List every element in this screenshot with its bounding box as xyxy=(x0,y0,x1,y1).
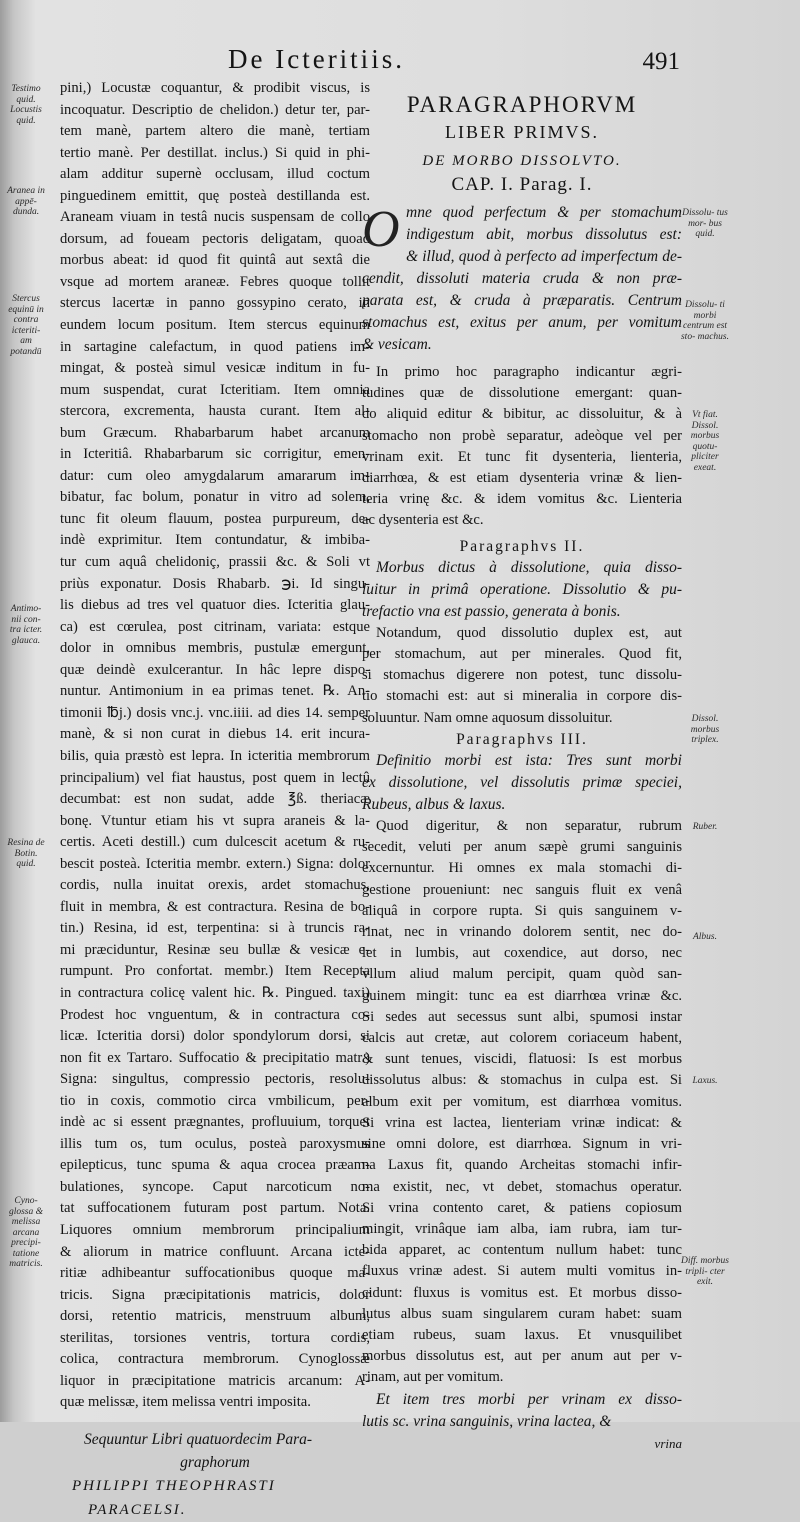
left-text-line: mum suspendat, curat Icteritiam. Item omnia xyxy=(60,381,370,398)
para2-line: si stomachus digerere non potest, tunc dissolu- xyxy=(362,667,682,684)
left-text-line: priùs exponatur. Dosis Rhabarb. ℈i. Id singu- xyxy=(60,575,370,592)
intro-line: parata est, & cruda à præparatis. Centrum xyxy=(362,292,682,309)
intro-line: indigestum abit, morbus dissolutus est: xyxy=(406,226,682,243)
left-text-line: lis diebus ad tres vel quatuor dies. Icteritia glau- xyxy=(60,597,370,614)
left-column xyxy=(60,78,370,1522)
left-text-line: bescit posteà. Icteritia membr. extern.) Signa: dolor xyxy=(60,855,370,872)
para3-line: Si vrina est lactea, lienteriam vrinæ indicat: & xyxy=(362,1114,682,1131)
para1-line: In primo hoc paragrapho indicantur ægri- xyxy=(376,364,682,380)
running-title: De Icteritiis. xyxy=(228,44,405,74)
para2-def-line: Morbus dictus à dissolutione, quia disso- xyxy=(376,558,682,576)
final-paragraph xyxy=(362,1389,682,1433)
para2-line: soluuntur. Nam omne aquosum dissoluitur. xyxy=(362,709,613,726)
left-text-line: tricis. Signa præcipitationis matricis, dolor xyxy=(60,1286,370,1303)
left-text-line: stercora, excrementa, hausta curant. Item al- xyxy=(60,403,370,420)
para3-line: excernuntur. Hi omnes ex mala stomachi di- xyxy=(362,860,682,877)
para3-line: na Laxus fit, quando Archeitas stomachi infir- xyxy=(362,1157,682,1174)
paragraph-2-body xyxy=(362,623,682,729)
para3-line: mingit, vrinâque iam alba, iam rubra, iam tur- xyxy=(362,1220,682,1237)
intro-line: & vesicam. xyxy=(362,336,432,353)
margin-note-left: Resina de Botin. quid. xyxy=(7,838,45,869)
left-text-line: liquor in præcipitatione matricis arcanum: A- xyxy=(60,1372,370,1389)
margin-note-right: Albus. xyxy=(692,932,717,942)
cap-title: CAP. I. Parag. I. xyxy=(451,174,593,195)
left-text-line: timonii ℔j.) dosis vnc.j. vnc.iiii. ad dies 14. semper xyxy=(60,704,370,721)
left-column-body xyxy=(60,78,370,1414)
left-text-line: manè, & si non curat in diebus 14. erit incura- xyxy=(60,726,370,743)
left-text-line: Araneam viuam in testâ nucis suspensam de collo xyxy=(60,209,370,226)
closing-line: graphorum xyxy=(180,1453,250,1471)
left-text-line: Prodest hoc vnguentum, & in contractura co- xyxy=(60,1006,370,1023)
para3-def-line: Definitio morbi est ista: Tres sunt morbi xyxy=(376,752,682,770)
paragraph-3-definition xyxy=(362,750,682,816)
book-subtitle: LIBER PRIMVS. xyxy=(444,122,600,142)
final-line: Et item tres morbi per vrinam ex disso- xyxy=(376,1390,682,1408)
left-text-line: bum Græcum. Rhabarbarum habet arcanum xyxy=(60,424,370,441)
para1-line: tudines quæ de dissolutione emergant: quan- xyxy=(362,385,682,402)
left-text-line: in contractura colicę valent hic. ℞. Pingued. taxi) xyxy=(60,984,370,1001)
left-text-line: mi præciduntur, Resinæ seu bullæ & vesicæ e- xyxy=(60,941,370,958)
margin-note-right: Laxus. xyxy=(692,1076,718,1086)
para1-line: teria vrinę &c. & idem vomitus &c. Lienteria xyxy=(362,491,682,508)
left-text-line: illis tum os, tum oculus, posteà paroxysmus xyxy=(60,1135,370,1152)
left-text-line: pinguedinem emittit, quę posteà destillanda est. xyxy=(60,187,370,204)
left-text-line: incoquatur. Descriptio de chelidon.) detur ter, par- xyxy=(60,101,370,118)
author-line: PARACELSI. xyxy=(88,1501,187,1518)
drop-cap-o: O xyxy=(362,201,400,258)
left-text-line: fluit in membra, & est contractura. Resina de bo- xyxy=(60,898,370,915)
left-text-line: alam additur supernè occlusam, illud coctum xyxy=(60,166,370,183)
para1-line: stomacho non probè separatur, adeòque vel per xyxy=(362,427,682,444)
para1-line: diarrhœa, & est etiam dysenteria vrinæ & lien- xyxy=(362,470,682,487)
left-text-line: non fit ex Tartaro. Suffocatio & precipitatio matr.) xyxy=(60,1049,370,1066)
left-text-line: rumpunt. Pro confortat. membr.) Item Recepta xyxy=(60,963,370,980)
author-line: PHILIPPI THEOPHRASTI xyxy=(72,1477,276,1494)
paragraph-3-body xyxy=(362,816,682,1388)
para3-line: sine omni dolore, est diarrhœa. Signum in vri- xyxy=(362,1136,682,1153)
page-number: 491 xyxy=(642,48,680,75)
intro-paragraph xyxy=(362,202,682,356)
para3-line: gestione proueniunt: nec sanguis fluit ex venâ xyxy=(362,881,682,898)
para3-line: rinat, nec in vrinando dolorem sentit, nec do- xyxy=(362,924,682,941)
left-text-line: eundem locum positum. Item stercus equinum xyxy=(60,317,370,334)
left-text-line: mingat, & posteà simul vesicæ inditum in fu- xyxy=(60,360,370,377)
paragraph-2-heading: Paragraphvs II. xyxy=(459,537,585,555)
margin-note-right: Diff. morbus tripli- cter exit. xyxy=(680,1256,730,1287)
left-text-line: pini,) Locustæ coquantur, & prodibit viscus, is xyxy=(60,80,370,96)
catchword: vrina xyxy=(654,1435,682,1451)
left-text-line: morbus abeat: id quod fit quintâ aut sextâ die xyxy=(60,252,370,269)
left-text-line: tio in coxis, commotio circa vmbilicum, per- xyxy=(60,1092,370,1109)
left-text-line: ca) est cœrulea, post citrinam, variata: estque xyxy=(60,618,370,635)
margin-note-right: Dissolu- tus mor- bus quid. xyxy=(682,208,728,239)
para3-line: fluxus vrinæ adest. Si autem multi vomitus in- xyxy=(362,1263,682,1280)
closing-line: Sequuntur Libri quatuordecim Para- xyxy=(84,1430,313,1448)
left-text-line: bulationes, syncope. Caput narcoticum no- xyxy=(60,1178,370,1195)
margin-note-left: Antimo- nii con- tra icter. glauca. xyxy=(9,604,43,646)
left-text-line: bibatur, fac bolum, ponatur in vitro ad solem, xyxy=(60,489,370,506)
left-text-line: epilepticus, tunc spuma & aqua crocea præam- xyxy=(60,1157,370,1174)
left-text-line: vsque ad mortem araneæ. Febres quoque tollit xyxy=(60,273,370,290)
para3-line: secedit, veluti per anum sæpè grumi sanguinis xyxy=(362,839,682,856)
para3-line: dissolutus albus: & stomachus in culpa est. Si xyxy=(362,1072,682,1089)
para3-line: rinam, aut per vomitum. xyxy=(362,1369,504,1386)
paragraph-1 xyxy=(362,362,682,532)
margin-note-right: Dissolu- ti morbi centrum est sto- machus. xyxy=(680,300,730,342)
para3-line: aliquâ in corpore rupta. Si quis sanguinem v- xyxy=(362,902,682,919)
intro-line: cendit, dissoluti materia cruda & non præ- xyxy=(362,270,682,287)
left-text-line: dorsi, retentio matricis, menstruum album, xyxy=(60,1308,370,1325)
left-text-line: nuntur. Antimonium in ea primas tenet. ℞. An- xyxy=(60,683,370,700)
margin-note-left: Testimo quid. Locustis quid. xyxy=(10,84,42,126)
para3-line: & sunt tenues, viscidi, flatuosi: Is est morbus xyxy=(362,1051,682,1068)
para1-line: vrinam exit. Et tunc fit dysenteria, lienteria, xyxy=(362,448,682,465)
left-text-line: dorsum, ad foueam pectoris deligatam, quoad xyxy=(60,230,370,247)
margin-note-left: Stercus equinū in contra icteriti- am potandū xyxy=(8,294,44,357)
left-text-line: licæ. Icteritia dorsi) dolor spondylorum dorsi, si xyxy=(60,1028,370,1045)
para2-line: Notandum, quod dissolutio duplex est, aut xyxy=(376,624,682,641)
intro-first-line: mne quod perfectum & per stomachum xyxy=(406,204,682,221)
left-text-line: ritiæ adhibeantur suffocationibus quoque ma- xyxy=(60,1265,370,1282)
para2-line: per stomachum, aut per minerales. Quod fit, xyxy=(362,646,682,663)
para3-line: album exit per vomitum, est diarrhœa vomitus. xyxy=(362,1093,682,1110)
left-text-line: in sartagine calefactum, in quod patiens im- xyxy=(60,338,370,355)
page-header xyxy=(0,44,800,80)
chapter-title: DE MORBO DISSOLVTO. xyxy=(422,153,622,169)
para3-line: calcis aut cretæ, aut colorem coriaceum habent, xyxy=(362,1030,682,1047)
left-text-line: indè ac si essent prægnantes, profluuium, torquet xyxy=(60,1114,370,1131)
para3-line: Si vrina contento caret, & patiens copiosum xyxy=(362,1199,682,1216)
intro-line: stomachus est, exitus per anum, per vomitum xyxy=(362,314,682,331)
para3-def-line: Rubeus, albus & laxus. xyxy=(362,796,506,814)
margin-note-left: Aranea in appē- dunda. xyxy=(7,186,45,217)
left-text-line: quæ deindè exulcerantur. In hâc lepre dispo- xyxy=(60,661,370,678)
paragraph-3-heading: Paragraphvs III. xyxy=(456,730,588,748)
closing-text xyxy=(60,1428,370,1474)
left-text-line: quæ melissæ, item melissa ventri imposita. xyxy=(60,1394,311,1411)
left-text-line: bilis, quia præstò est lepra. In icteritia membrorum xyxy=(60,747,370,764)
left-text-line: Signa: singultus, compressio pectoris, resolu- xyxy=(60,1071,370,1088)
left-text-line: tertio manè. Per destillat. inclus.) Si quid in phi- xyxy=(60,144,370,161)
left-text-line: cordis, nulla inuitat orexis, ardet stomachus, xyxy=(60,877,370,894)
para3-line: vllum aliud malum percipit, quam quòd san- xyxy=(362,966,682,983)
margin-note-right: Vt fiat. Dissol. morbus quotu- pliciter exeat. xyxy=(690,410,720,473)
left-text-line: dolor in omnibus membris, pustulæ emergunt, xyxy=(60,640,370,657)
para3-line: Si sedes aut secessus sunt albi, spumosi instar xyxy=(362,1008,682,1025)
para1-line: ac dysenteria est &c. xyxy=(362,512,484,529)
para3-line: Quod digeritur, & non separatur, rubrum xyxy=(376,818,682,835)
left-text-line: indè exprimitur. Item contundatur, & imbiba- xyxy=(60,532,370,549)
left-text-line: tem manè, partem altero die manè, tertiam xyxy=(60,123,370,140)
left-text-line: tat suffocationem futuram post partum. Nota. xyxy=(60,1200,370,1217)
left-text-line: colica, contractura membrorum. Cynoglossæ xyxy=(60,1351,370,1368)
left-text-line: bonę. Vtuntur etiam his vt supra araneis & la- xyxy=(60,812,370,829)
intro-line: & illud, quod à perfecto ad imperfectum de- xyxy=(406,248,682,265)
left-text-line: sterilitas, torsiones ventris, tortura cordis, xyxy=(60,1329,370,1346)
left-text-line: in Icteritiâ. Rhabarbarum sic corrigitur, emen- xyxy=(60,446,370,463)
left-text-line: tur cum aquâ chelidoniç, prassii &c. & Soli vt xyxy=(60,554,370,571)
left-text-line: tin.) Resina, id est, terpentina: si à truncis ra- xyxy=(60,920,370,937)
final-line: lutis sc. vrina sanguinis, vrina lactea, & xyxy=(362,1412,612,1430)
book-title: PARAGRAPHORVM xyxy=(406,92,638,117)
para3-line: guinem mingit: tunc ea est diarrhœa vrinæ &c. xyxy=(362,987,682,1004)
para3-line: let in lumbis, aut coxendice, aut dorso, nec xyxy=(362,945,682,962)
left-text-line: datur: cum oleo amygdalarum amararum im- xyxy=(60,467,370,484)
left-text-line: principalium) vel fiat haustus, post quem in lectû xyxy=(60,769,370,786)
para3-line: etiam rubeus, suam laxus. Et vnusquilibet xyxy=(362,1326,682,1343)
para3-line: ma existit, nec, vt debet, stomachus operatur. xyxy=(362,1178,682,1195)
margin-note-left: Cyno- glossa & melissa arcana precipi- tatione matricis. xyxy=(8,1196,44,1269)
left-text-line: decumbat: est non sudat, adde ℥ß. theriacæ xyxy=(60,791,370,808)
left-text-line: Liquores omnium membrorum principalium xyxy=(60,1221,370,1238)
para3-line: lutus albus suam singularem curam habet: suam xyxy=(362,1305,682,1322)
right-column xyxy=(362,90,682,1454)
para3-line: cidunt: fluxus is vomitus est. Et morbus disso- xyxy=(362,1284,682,1301)
author-name xyxy=(60,1474,370,1522)
left-text-line: certis. Aceti destill.) cum dulcescit acetum & ru- xyxy=(60,834,370,851)
left-text-line: tunc fit oleum flauum, postea purpureum, de- xyxy=(60,510,370,527)
para2-def-line: luitur in primâ operatione. Dissolutio & pu- xyxy=(362,580,682,598)
para1-line: do aliquid editur & bibitur, ac dissoluitur, & à xyxy=(362,406,682,423)
para2-def-line: trefactio vna est passio, generata à bonis. xyxy=(362,602,621,620)
para3-line: bida apparet, ac contentum nullum habet: tunc xyxy=(362,1242,682,1259)
para2-line: tio stomachi est: aut si mineralia in corpore dis- xyxy=(362,688,682,705)
paragraph-2-definition xyxy=(362,557,682,623)
margin-note-right: Dissol. morbus triplex. xyxy=(690,714,720,745)
left-text-line: stercus lacertæ in panno gossypino cerato, in xyxy=(60,295,370,312)
para3-def-line: ex dissolutione, vel dissolutis primæ speciei, xyxy=(362,774,682,792)
para3-line: morbus dissolutus est, aut per anum aut per v- xyxy=(362,1348,682,1365)
left-text-line: & aliorum in matrice confluunt. Arcana icte- xyxy=(60,1243,370,1260)
margin-note-right: Ruber. xyxy=(692,822,718,832)
